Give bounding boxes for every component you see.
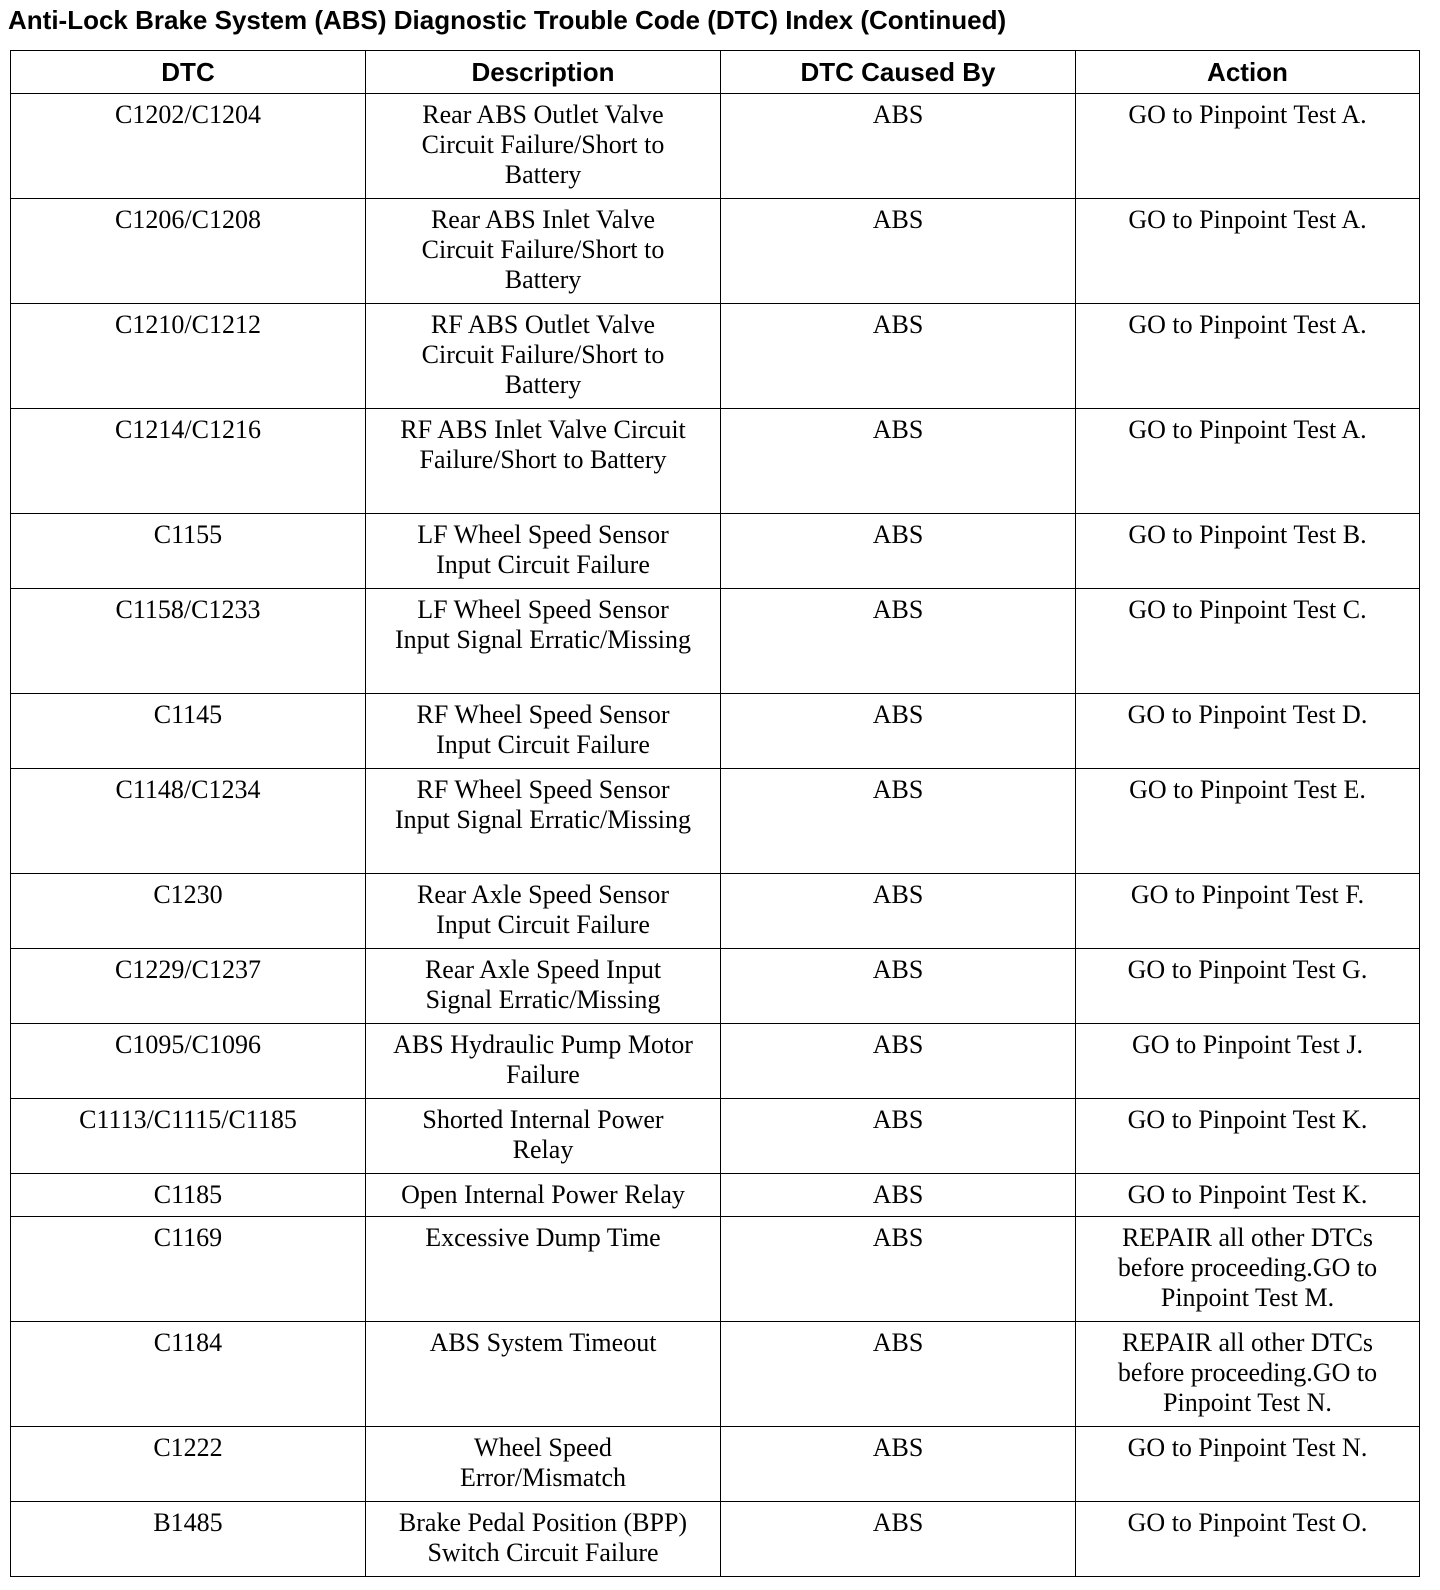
cell-action: GO to Pinpoint Test K. bbox=[1076, 1099, 1420, 1174]
cell-caused-by: ABS bbox=[721, 1502, 1076, 1577]
cell-description: LF Wheel Speed Sensor Input Circuit Failure bbox=[366, 514, 721, 589]
table-row bbox=[11, 1024, 1420, 1099]
table-row bbox=[11, 874, 1420, 949]
cell-dtc: C1113/C1115/C1185 bbox=[11, 1099, 366, 1174]
cell-action: GO to Pinpoint Test A. bbox=[1076, 409, 1420, 514]
table-row bbox=[11, 514, 1420, 589]
cell-caused-by: ABS bbox=[721, 514, 1076, 589]
cell-dtc: C1214/C1216 bbox=[11, 409, 366, 514]
cell-description: RF Wheel Speed Sensor Input Circuit Failure bbox=[366, 694, 721, 769]
table-row bbox=[11, 694, 1420, 769]
cell-dtc: C1185 bbox=[11, 1174, 366, 1217]
cell-caused-by: ABS bbox=[721, 694, 1076, 769]
cell-action: GO to Pinpoint Test G. bbox=[1076, 949, 1420, 1024]
cell-description: Brake Pedal Position (BPP) Switch Circuit Failure bbox=[366, 1502, 721, 1577]
cell-action: GO to Pinpoint Test J. bbox=[1076, 1024, 1420, 1099]
cell-caused-by: ABS bbox=[721, 1427, 1076, 1502]
cell-description: Rear Axle Speed Input Signal Erratic/Missing bbox=[366, 949, 721, 1024]
cell-description: RF ABS Outlet Valve Circuit Failure/Short to Battery bbox=[366, 304, 721, 409]
cell-caused-by: ABS bbox=[721, 1322, 1076, 1427]
table-row bbox=[11, 409, 1420, 514]
cell-dtc: C1169 bbox=[11, 1217, 366, 1322]
cell-dtc: C1210/C1212 bbox=[11, 304, 366, 409]
table-row bbox=[11, 199, 1420, 304]
cell-action: GO to Pinpoint Test B. bbox=[1076, 514, 1420, 589]
cell-dtc: C1148/C1234 bbox=[11, 769, 366, 874]
cell-dtc: C1222 bbox=[11, 1427, 366, 1502]
cell-caused-by: ABS bbox=[721, 589, 1076, 694]
cell-dtc: C1158/C1233 bbox=[11, 589, 366, 694]
table-row bbox=[11, 1427, 1420, 1502]
cell-caused-by: ABS bbox=[721, 769, 1076, 874]
cell-caused-by: ABS bbox=[721, 304, 1076, 409]
cell-caused-by: ABS bbox=[721, 1099, 1076, 1174]
table-row bbox=[11, 1217, 1420, 1322]
cell-action: REPAIR all other DTCs before proceeding.GO to Pinpoint Test M. bbox=[1076, 1217, 1420, 1322]
cell-action: GO to Pinpoint Test A. bbox=[1076, 94, 1420, 199]
table-row bbox=[11, 949, 1420, 1024]
cell-action: GO to Pinpoint Test C. bbox=[1076, 589, 1420, 694]
cell-caused-by: ABS bbox=[721, 949, 1076, 1024]
table-row bbox=[11, 589, 1420, 694]
cell-description: Rear ABS Outlet Valve Circuit Failure/Short to Battery bbox=[366, 94, 721, 199]
cell-dtc: C1230 bbox=[11, 874, 366, 949]
table-row bbox=[11, 304, 1420, 409]
table-row bbox=[11, 1174, 1420, 1217]
cell-dtc: C1145 bbox=[11, 694, 366, 769]
cell-dtc: C1206/C1208 bbox=[11, 199, 366, 304]
table-row bbox=[11, 1322, 1420, 1427]
header-description: Description bbox=[366, 51, 721, 94]
cell-action: GO to Pinpoint Test A. bbox=[1076, 199, 1420, 304]
page-title: Anti-Lock Brake System (ABS) Diagnostic Trouble Code (DTC) Index (Continued) bbox=[8, 5, 1007, 35]
cell-caused-by: ABS bbox=[721, 1217, 1076, 1322]
cell-description: Rear Axle Speed Sensor Input Circuit Failure bbox=[366, 874, 721, 949]
cell-action: REPAIR all other DTCs before proceeding.GO to Pinpoint Test N. bbox=[1076, 1322, 1420, 1427]
cell-dtc: C1184 bbox=[11, 1322, 366, 1427]
cell-dtc: C1095/C1096 bbox=[11, 1024, 366, 1099]
cell-action: GO to Pinpoint Test D. bbox=[1076, 694, 1420, 769]
cell-description: LF Wheel Speed Sensor Input Signal Erratic/Missing bbox=[366, 589, 721, 694]
header-dtc: DTC bbox=[11, 51, 366, 94]
cell-description: Wheel Speed Error/Mismatch bbox=[366, 1427, 721, 1502]
cell-action: GO to Pinpoint Test K. bbox=[1076, 1174, 1420, 1217]
cell-action: GO to Pinpoint Test F. bbox=[1076, 874, 1420, 949]
table-header-row bbox=[11, 51, 1420, 94]
table-row bbox=[11, 94, 1420, 199]
cell-description: Excessive Dump Time bbox=[366, 1217, 721, 1322]
cell-action: GO to Pinpoint Test E. bbox=[1076, 769, 1420, 874]
cell-caused-by: ABS bbox=[721, 199, 1076, 304]
cell-caused-by: ABS bbox=[721, 874, 1076, 949]
table-row bbox=[11, 1502, 1420, 1577]
cell-caused-by: ABS bbox=[721, 1024, 1076, 1099]
cell-description: Rear ABS Inlet Valve Circuit Failure/Short to Battery bbox=[366, 199, 721, 304]
cell-dtc: C1202/C1204 bbox=[11, 94, 366, 199]
cell-description: RF Wheel Speed Sensor Input Signal Erratic/Missing bbox=[366, 769, 721, 874]
cell-caused-by: ABS bbox=[721, 94, 1076, 199]
cell-action: GO to Pinpoint Test A. bbox=[1076, 304, 1420, 409]
cell-description: RF ABS Inlet Valve Circuit Failure/Short to Battery bbox=[366, 409, 721, 514]
header-action: Action bbox=[1076, 51, 1420, 94]
cell-action: GO to Pinpoint Test N. bbox=[1076, 1427, 1420, 1502]
cell-caused-by: ABS bbox=[721, 409, 1076, 514]
table-row bbox=[11, 769, 1420, 874]
cell-action: GO to Pinpoint Test O. bbox=[1076, 1502, 1420, 1577]
cell-description: ABS Hydraulic Pump Motor Failure bbox=[366, 1024, 721, 1099]
header-caused-by: DTC Caused By bbox=[721, 51, 1076, 94]
cell-description: Shorted Internal Power Relay bbox=[366, 1099, 721, 1174]
cell-dtc: C1155 bbox=[11, 514, 366, 589]
cell-dtc: C1229/C1237 bbox=[11, 949, 366, 1024]
cell-description: ABS System Timeout bbox=[366, 1322, 721, 1427]
cell-caused-by: ABS bbox=[721, 1174, 1076, 1217]
cell-dtc: B1485 bbox=[11, 1502, 366, 1577]
table-row bbox=[11, 1099, 1420, 1174]
cell-description: Open Internal Power Relay bbox=[366, 1174, 721, 1217]
dtc-index-table bbox=[10, 50, 1420, 1577]
